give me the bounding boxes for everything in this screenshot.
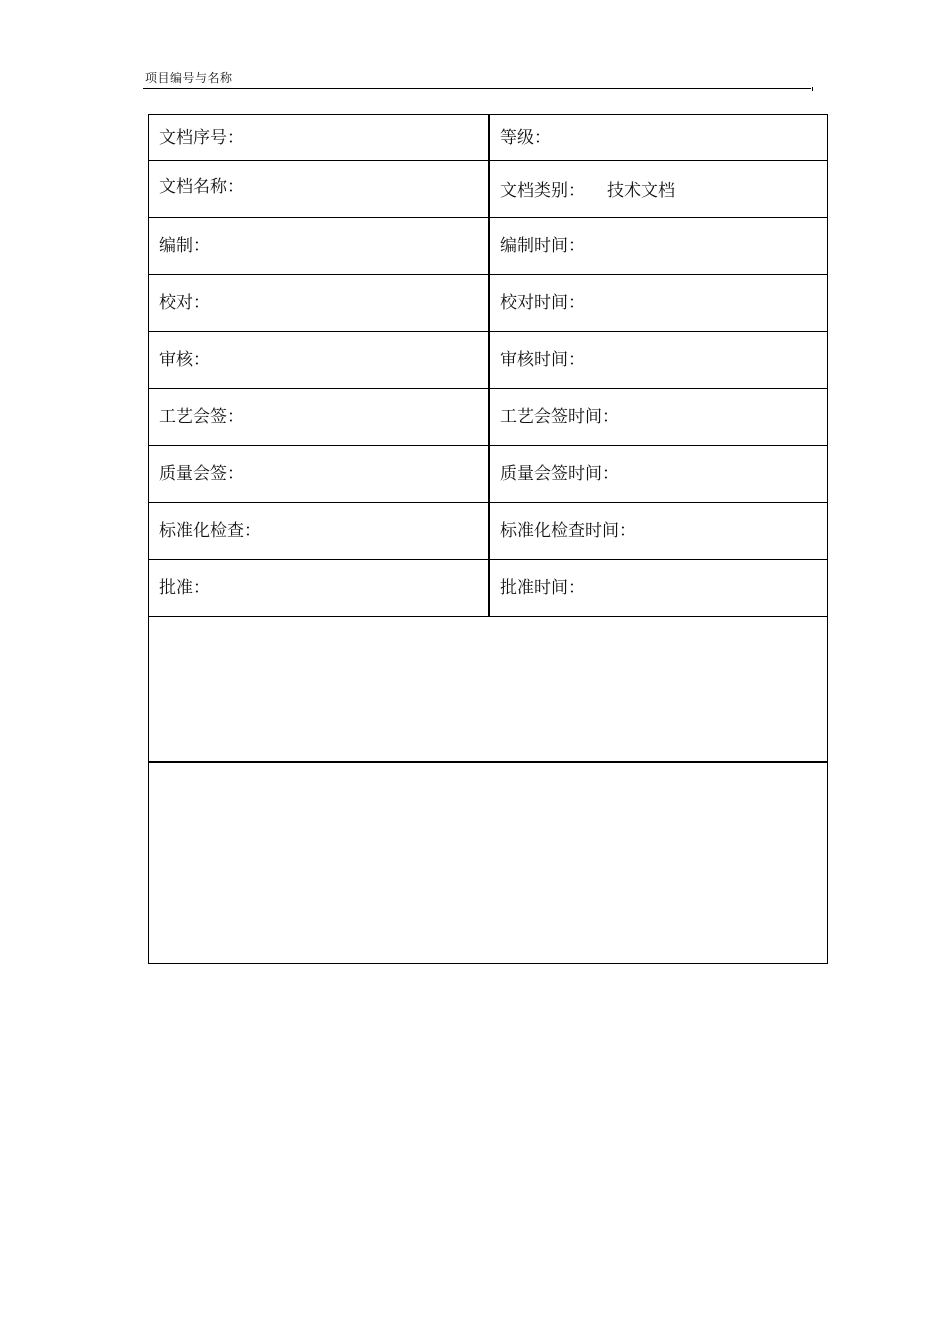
standardization-check-time-cell[interactable]: [489, 503, 828, 560]
doc-category-value: 技术文档: [607, 181, 675, 201]
process-countersign-cell[interactable]: [149, 389, 490, 446]
form-row-doc-name: [149, 161, 828, 218]
compile-label: 编制：: [159, 236, 210, 256]
form-row-compile: [149, 218, 828, 275]
grade-label: 等级：: [500, 127, 551, 148]
review-cell[interactable]: [149, 332, 490, 389]
form-row-proofread: [149, 275, 828, 332]
form-row-approval: [149, 560, 828, 617]
doc-number-label: 文档序号：: [159, 127, 244, 148]
proofread-time-label: 校对时间：: [500, 293, 585, 313]
form-row-quality-countersign: [149, 446, 828, 503]
form-row-process-countersign: [149, 389, 828, 446]
review-label: 审核：: [159, 350, 210, 370]
standardization-check-time-label: 标准化检查时间：: [500, 521, 636, 541]
grade-cell[interactable]: [489, 115, 828, 161]
process-countersign-time-cell[interactable]: [489, 389, 828, 446]
doc-name-cell[interactable]: [149, 161, 490, 218]
doc-number-cell[interactable]: [149, 115, 490, 161]
page-header: [143, 68, 811, 89]
form-row-review: [149, 332, 828, 389]
approval-time-label: 批准时间：: [500, 578, 585, 598]
quality-countersign-time-cell[interactable]: [489, 446, 828, 503]
compile-time-label: 编制时间：: [500, 236, 585, 256]
doc-category-cell[interactable]: [489, 161, 828, 218]
form-row-standardization-check: [149, 503, 828, 560]
form-row-blank-upper: [149, 617, 828, 763]
review-time-cell[interactable]: [489, 332, 828, 389]
blank-area-upper[interactable]: [149, 617, 828, 763]
approval-time-cell[interactable]: [489, 560, 828, 617]
blank-area-lower[interactable]: [149, 762, 828, 964]
proofread-time-cell[interactable]: [489, 275, 828, 332]
doc-name-label: 文档名称：: [159, 177, 244, 197]
quality-countersign-time-label: 质量会签时间：: [500, 464, 619, 484]
process-countersign-time-label: 工艺会签时间：: [500, 407, 619, 427]
approval-cell[interactable]: [149, 560, 490, 617]
quality-countersign-cell[interactable]: [149, 446, 490, 503]
compile-cell[interactable]: [149, 218, 490, 275]
review-time-label: 审核时间：: [500, 350, 585, 370]
doc-category-label: 文档类别：: [500, 181, 585, 201]
proofread-label: 校对：: [159, 293, 210, 313]
proofread-cell[interactable]: [149, 275, 490, 332]
process-countersign-label: 工艺会签：: [159, 407, 244, 427]
header-rule-end-mark: [812, 87, 813, 91]
form-row-blank-lower: [149, 762, 828, 964]
project-title: 项目编号与名称: [145, 71, 233, 85]
quality-countersign-label: 质量会签：: [159, 464, 244, 484]
document-control-form: [148, 114, 828, 964]
form-row-doc-number: [149, 115, 828, 161]
compile-time-cell[interactable]: [489, 218, 828, 275]
standardization-check-label: 标准化检查：: [159, 521, 261, 541]
standardization-check-cell[interactable]: [149, 503, 490, 560]
approval-label: 批准：: [159, 578, 210, 598]
